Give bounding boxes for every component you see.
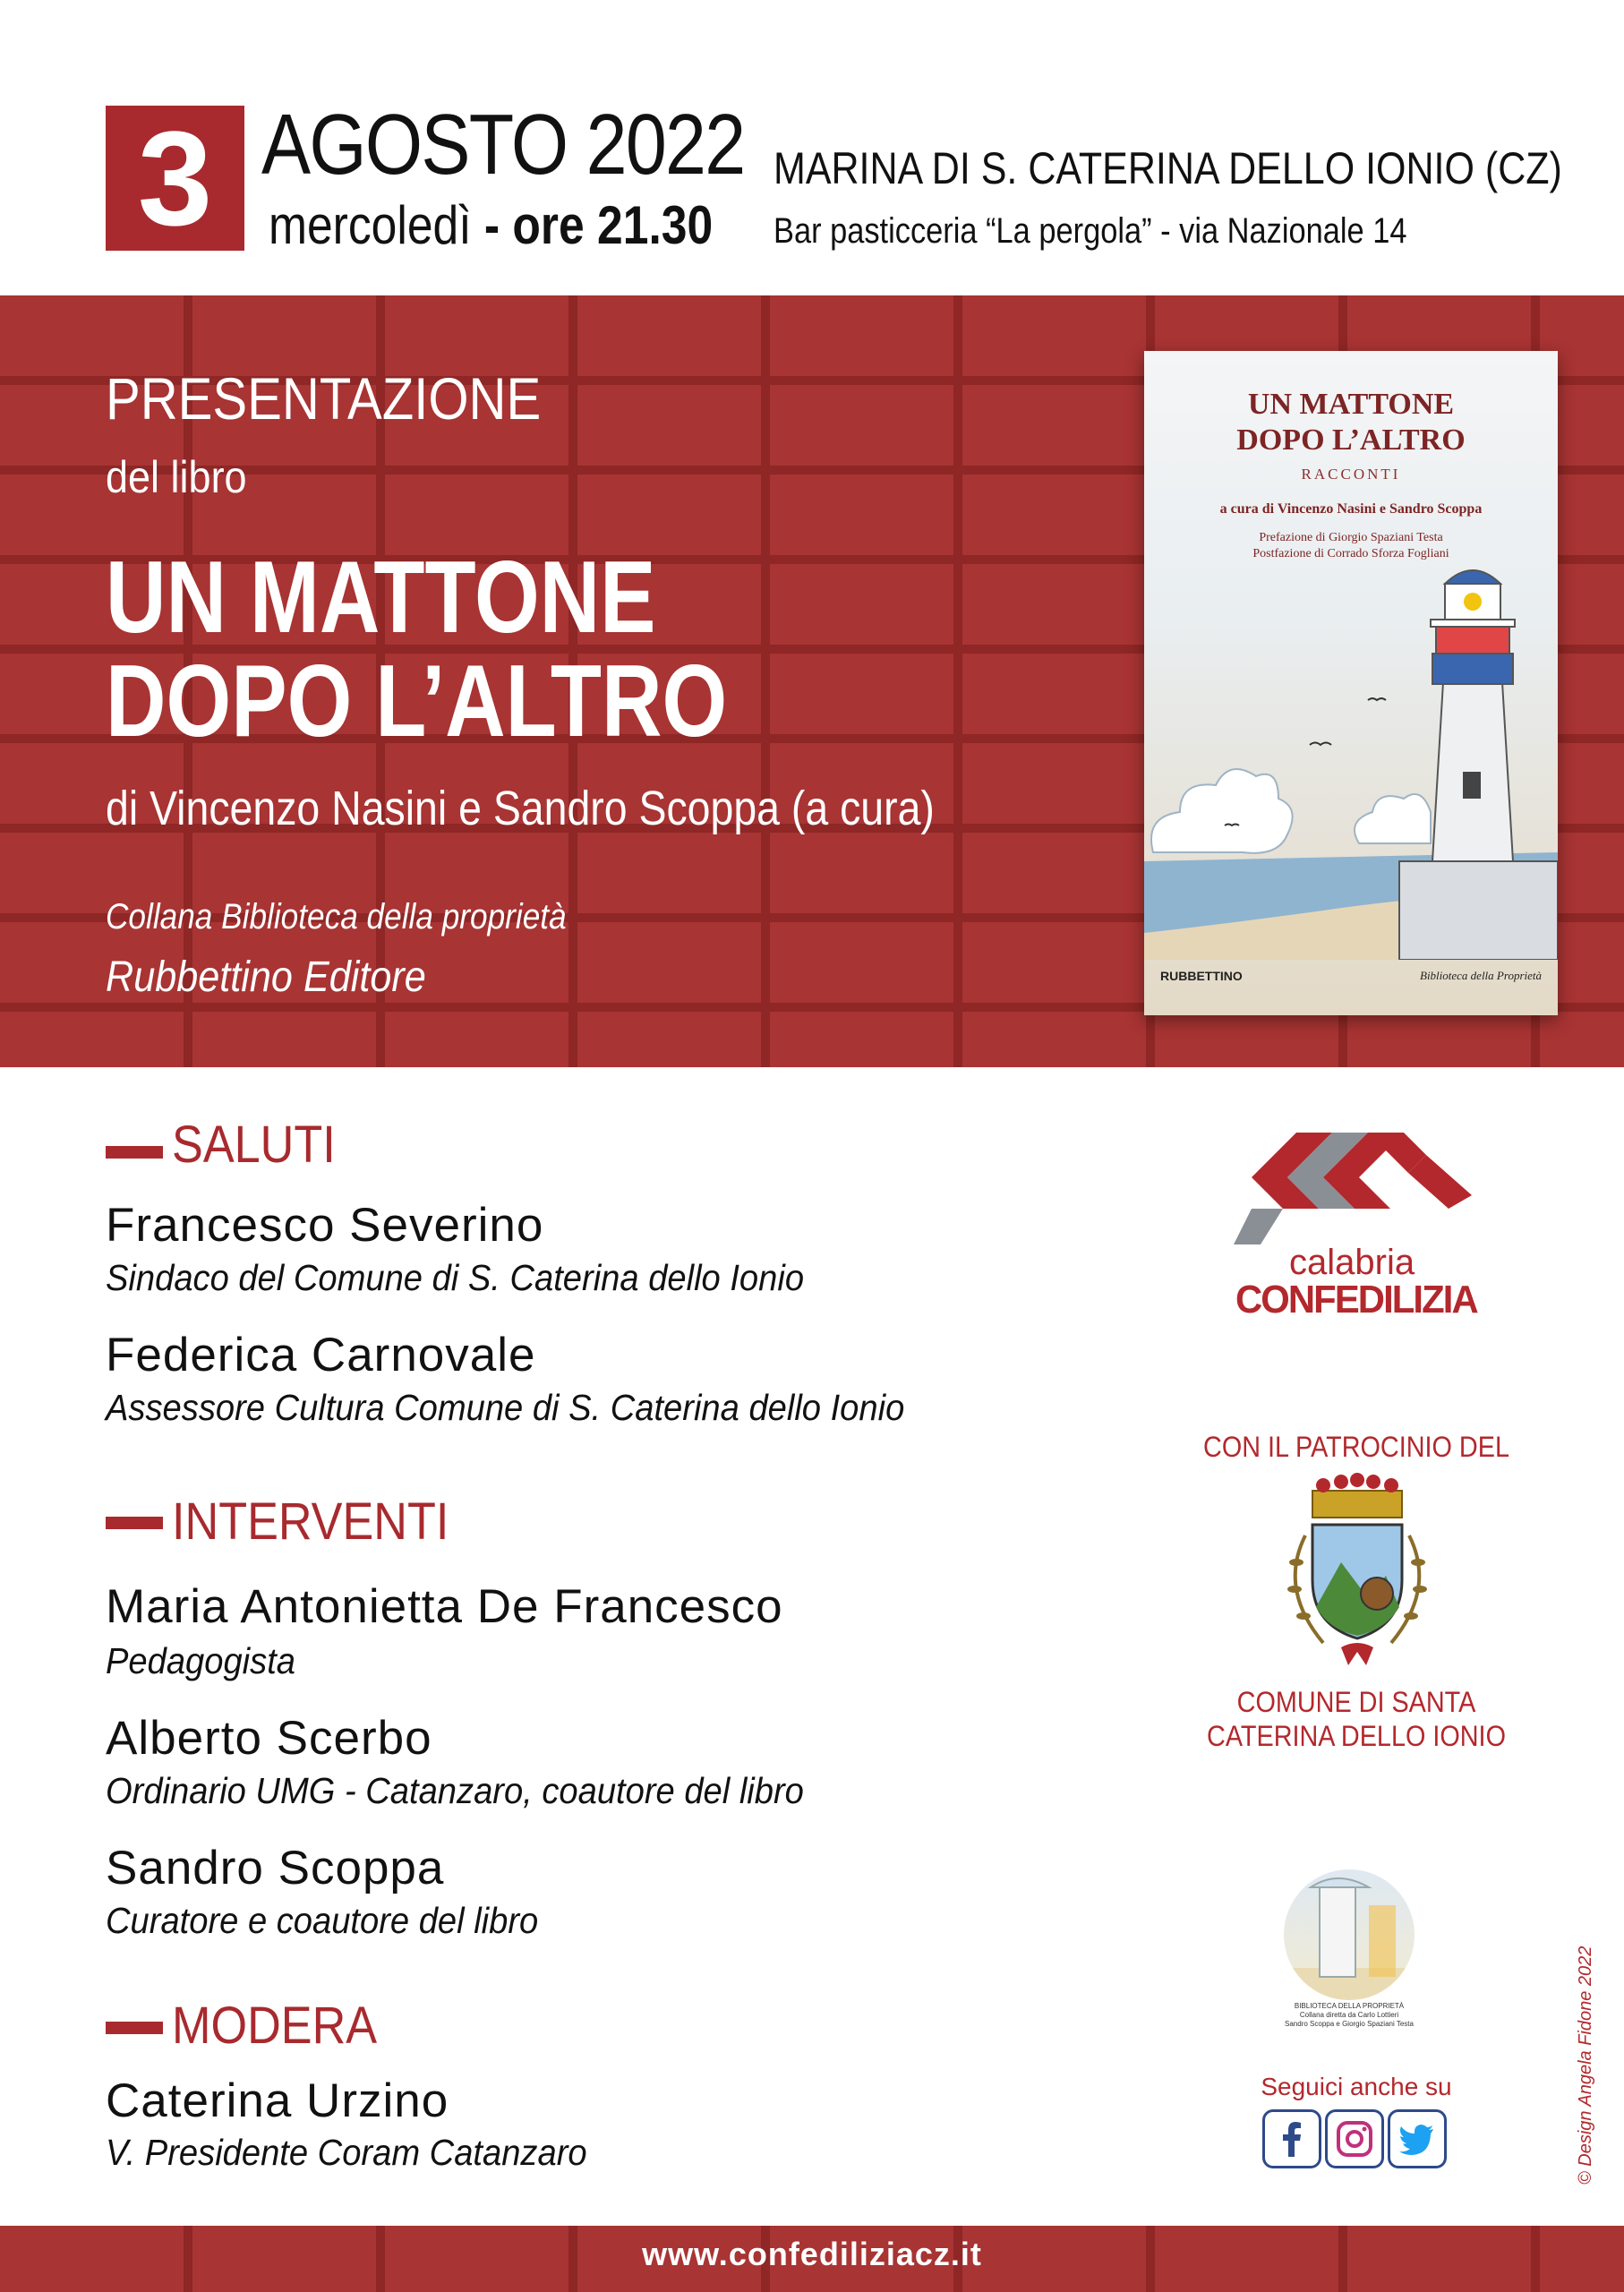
event-time: - ore 21.30	[483, 195, 714, 255]
cover-subtitle: RACCONTI	[1301, 466, 1401, 483]
website-link[interactable]: www.confediliziacz.it	[642, 2236, 982, 2272]
speaker-role: Ordinario UMG - Catanzaro, coautore del libro	[106, 1770, 804, 1811]
confedilizia-name: CONFEDILIZIA	[1235, 1278, 1477, 1321]
cover-postface-line: Postfazione di Corrado Sforza Fogliani	[1252, 547, 1449, 560]
speaker-name: Francesco Severino	[106, 1199, 544, 1252]
municipality-line2: CATERINA DELLO IONIO	[1207, 1720, 1506, 1752]
biblioteca-logo-icon	[1284, 1869, 1415, 2000]
facebook-icon[interactable]	[1262, 2109, 1321, 2168]
book-authors: di Vincenzo Nasini e Sandro Scoppa (a cura)	[106, 782, 935, 835]
section-bar	[106, 2022, 163, 2034]
venue-location: MARINA DI S. CATERINA DELLO IONIO (CZ)	[774, 143, 1562, 193]
book-title-line1: UN MATTONE	[106, 541, 656, 654]
cover-title-line1: UN MATTONE	[1247, 388, 1455, 421]
section-title-interventi: INTERVENTI	[172, 1492, 449, 1551]
section-title-modera: MODERA	[172, 1997, 378, 2055]
speaker-name: Alberto Scerbo	[106, 1712, 432, 1765]
confedilizia-logo-icon	[1234, 1124, 1472, 1249]
cover-series: Biblioteca della Proprietà	[1420, 969, 1542, 982]
municipality-name	[1184, 1685, 1530, 1753]
speaker-name: Maria Antonietta De Francesco	[106, 1580, 783, 1633]
book-title	[106, 541, 728, 758]
presentation-label: PRESENTAZIONE	[106, 365, 542, 432]
municipality-line1: COMUNE DI SANTA	[1236, 1686, 1476, 1718]
weekday: mercoledì	[269, 195, 472, 255]
speaker-name: Sandro Scoppa	[106, 1842, 445, 1894]
biblioteca-caption-2: Collana diretta da Carlo Lottieri	[1299, 2011, 1399, 2019]
speaker-role: Assessore Cultura Comune di S. Caterina dello Ionio	[106, 1387, 905, 1428]
biblioteca-caption-3: Sandro Scoppa e Giorgio Spaziani Testa	[1285, 2020, 1414, 2028]
section-bar	[106, 1517, 163, 1529]
municipal-coat-of-arms-icon	[1269, 1473, 1445, 1670]
speaker-name: Caterina Urzino	[106, 2074, 449, 2127]
confedilizia-region: calabria	[1289, 1243, 1415, 1282]
book-cover	[1144, 351, 1558, 1015]
patronage-label: CON IL PATROCINIO DEL	[1203, 1431, 1509, 1463]
cover-title	[1144, 387, 1558, 458]
twitter-icon[interactable]	[1388, 2109, 1447, 2168]
speaker-role: Curatore e coautore del libro	[106, 1900, 539, 1941]
book-publisher: Rubbettino Editore	[106, 954, 426, 1001]
speaker-role: V. Presidente Coram Catanzaro	[106, 2132, 587, 2173]
social-label: Seguici anche su	[1261, 2073, 1452, 2100]
section-title-saluti: SALUTI	[172, 1116, 336, 1174]
design-credit: © Design Angela Fidone 2022	[1576, 1946, 1595, 2185]
section-bar	[106, 1146, 163, 1159]
speaker-role: Sindaco del Comune di S. Caterina dello Ionio	[106, 1257, 805, 1298]
cover-preface-line: Prefazione di Giorgio Spaziani Testa	[1259, 531, 1443, 544]
cover-publisher: RUBBETTINO	[1160, 969, 1243, 983]
date-month-year: AGOSTO 2022	[261, 97, 745, 192]
lighthouse-illustration	[1144, 557, 1558, 960]
date-weekday-time	[269, 197, 713, 254]
cover-title-line2: DOPO L’ALTRO	[1236, 423, 1466, 457]
cover-curators: a cura di Vincenzo Nasini e Sandro Scoppa	[1219, 501, 1483, 517]
speaker-name: Federica Carnovale	[106, 1329, 536, 1381]
biblioteca-caption-1: BIBLIOTECA DELLA PROPRIETÀ	[1294, 2002, 1405, 2010]
biblioteca-caption	[1253, 2002, 1445, 2029]
book-title-line2: DOPO L’ALTRO	[106, 645, 728, 758]
date-day-box: 3	[106, 106, 244, 251]
book-series: Collana Biblioteca della proprietà	[106, 897, 567, 936]
instagram-icon[interactable]	[1325, 2109, 1384, 2168]
speaker-role: Pedagogista	[106, 1640, 296, 1681]
presentation-sub: del libro	[106, 452, 247, 502]
venue-address: Bar pasticceria “La pergola” - via Nazionale 14	[774, 211, 1407, 251]
